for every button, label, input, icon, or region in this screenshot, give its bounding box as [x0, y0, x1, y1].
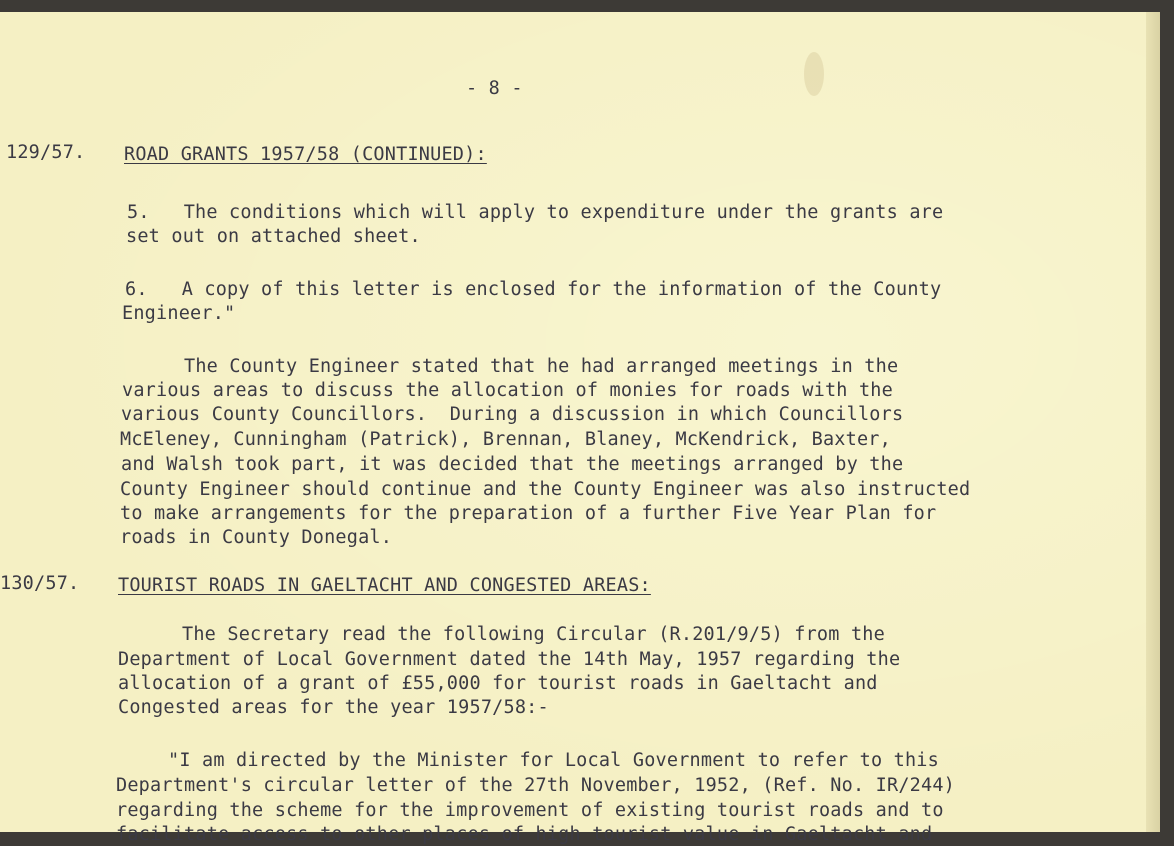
body-line: Department of Local Government dated the 14th May, 1957 regarding the	[118, 649, 901, 670]
item-130-ref: 130/57.	[0, 573, 80, 594]
quote-line: "I am directed by the Minister for Local Government to refer to this	[168, 750, 939, 771]
body-line: and Walsh took part, it was decided that the meetings arranged by the	[121, 454, 904, 475]
para-5-line: 5. The conditions which will apply to expenditure under the grants are	[127, 202, 944, 223]
quote-line: Department's circular letter of the 27th November, 1952, (Ref. No. IR/244)	[116, 775, 956, 796]
paper-smudge	[804, 52, 824, 96]
body-line: allocation of a grant of £55,000 for tourist roads in Gaeltacht and	[118, 673, 878, 694]
body-line: The County Engineer stated that he had arranged meetings in the	[184, 356, 899, 377]
body-line: County Engineer should continue and the County Engineer was also instructed	[120, 479, 971, 500]
quote-line: facilitate access to other places of high tourist value in Gaeltacht and	[116, 824, 933, 845]
body-line: various areas to discuss the allocation of monies for roads with the	[122, 380, 893, 401]
quote-line: regarding the scheme for the improvement of existing tourist roads and to	[116, 800, 944, 821]
body-line: McEleney, Cunningham (Patrick), Brennan, Blaney, McKendrick, Baxter,	[120, 429, 891, 450]
document-page	[0, 12, 1160, 845]
item-130-heading: TOURIST ROADS IN GAELTACHT AND CONGESTED AREAS:	[118, 575, 651, 596]
item-129-ref: 129/57.	[6, 142, 86, 163]
body-line: various County Councillors. During a discussion in which Councillors	[121, 404, 904, 425]
body-line: Congested areas for the year 1957/58:-	[118, 697, 549, 718]
body-line: to make arrangements for the preparation of a further Five Year Plan for	[120, 503, 937, 524]
para-5-line: set out on attached sheet.	[126, 226, 421, 247]
page-number: - 8 -	[466, 78, 523, 99]
body-line: The Secretary read the following Circular (R.201/9/5) from the	[182, 624, 885, 645]
para-6-line: 6. A copy of this letter is enclosed for the information of the County	[125, 279, 942, 300]
body-line: roads in County Donegal.	[120, 527, 393, 548]
para-6-line: Engineer."	[122, 303, 236, 324]
page-edge	[1146, 12, 1160, 832]
item-129-heading: ROAD GRANTS 1957/58 (CONTINUED):	[124, 144, 487, 165]
